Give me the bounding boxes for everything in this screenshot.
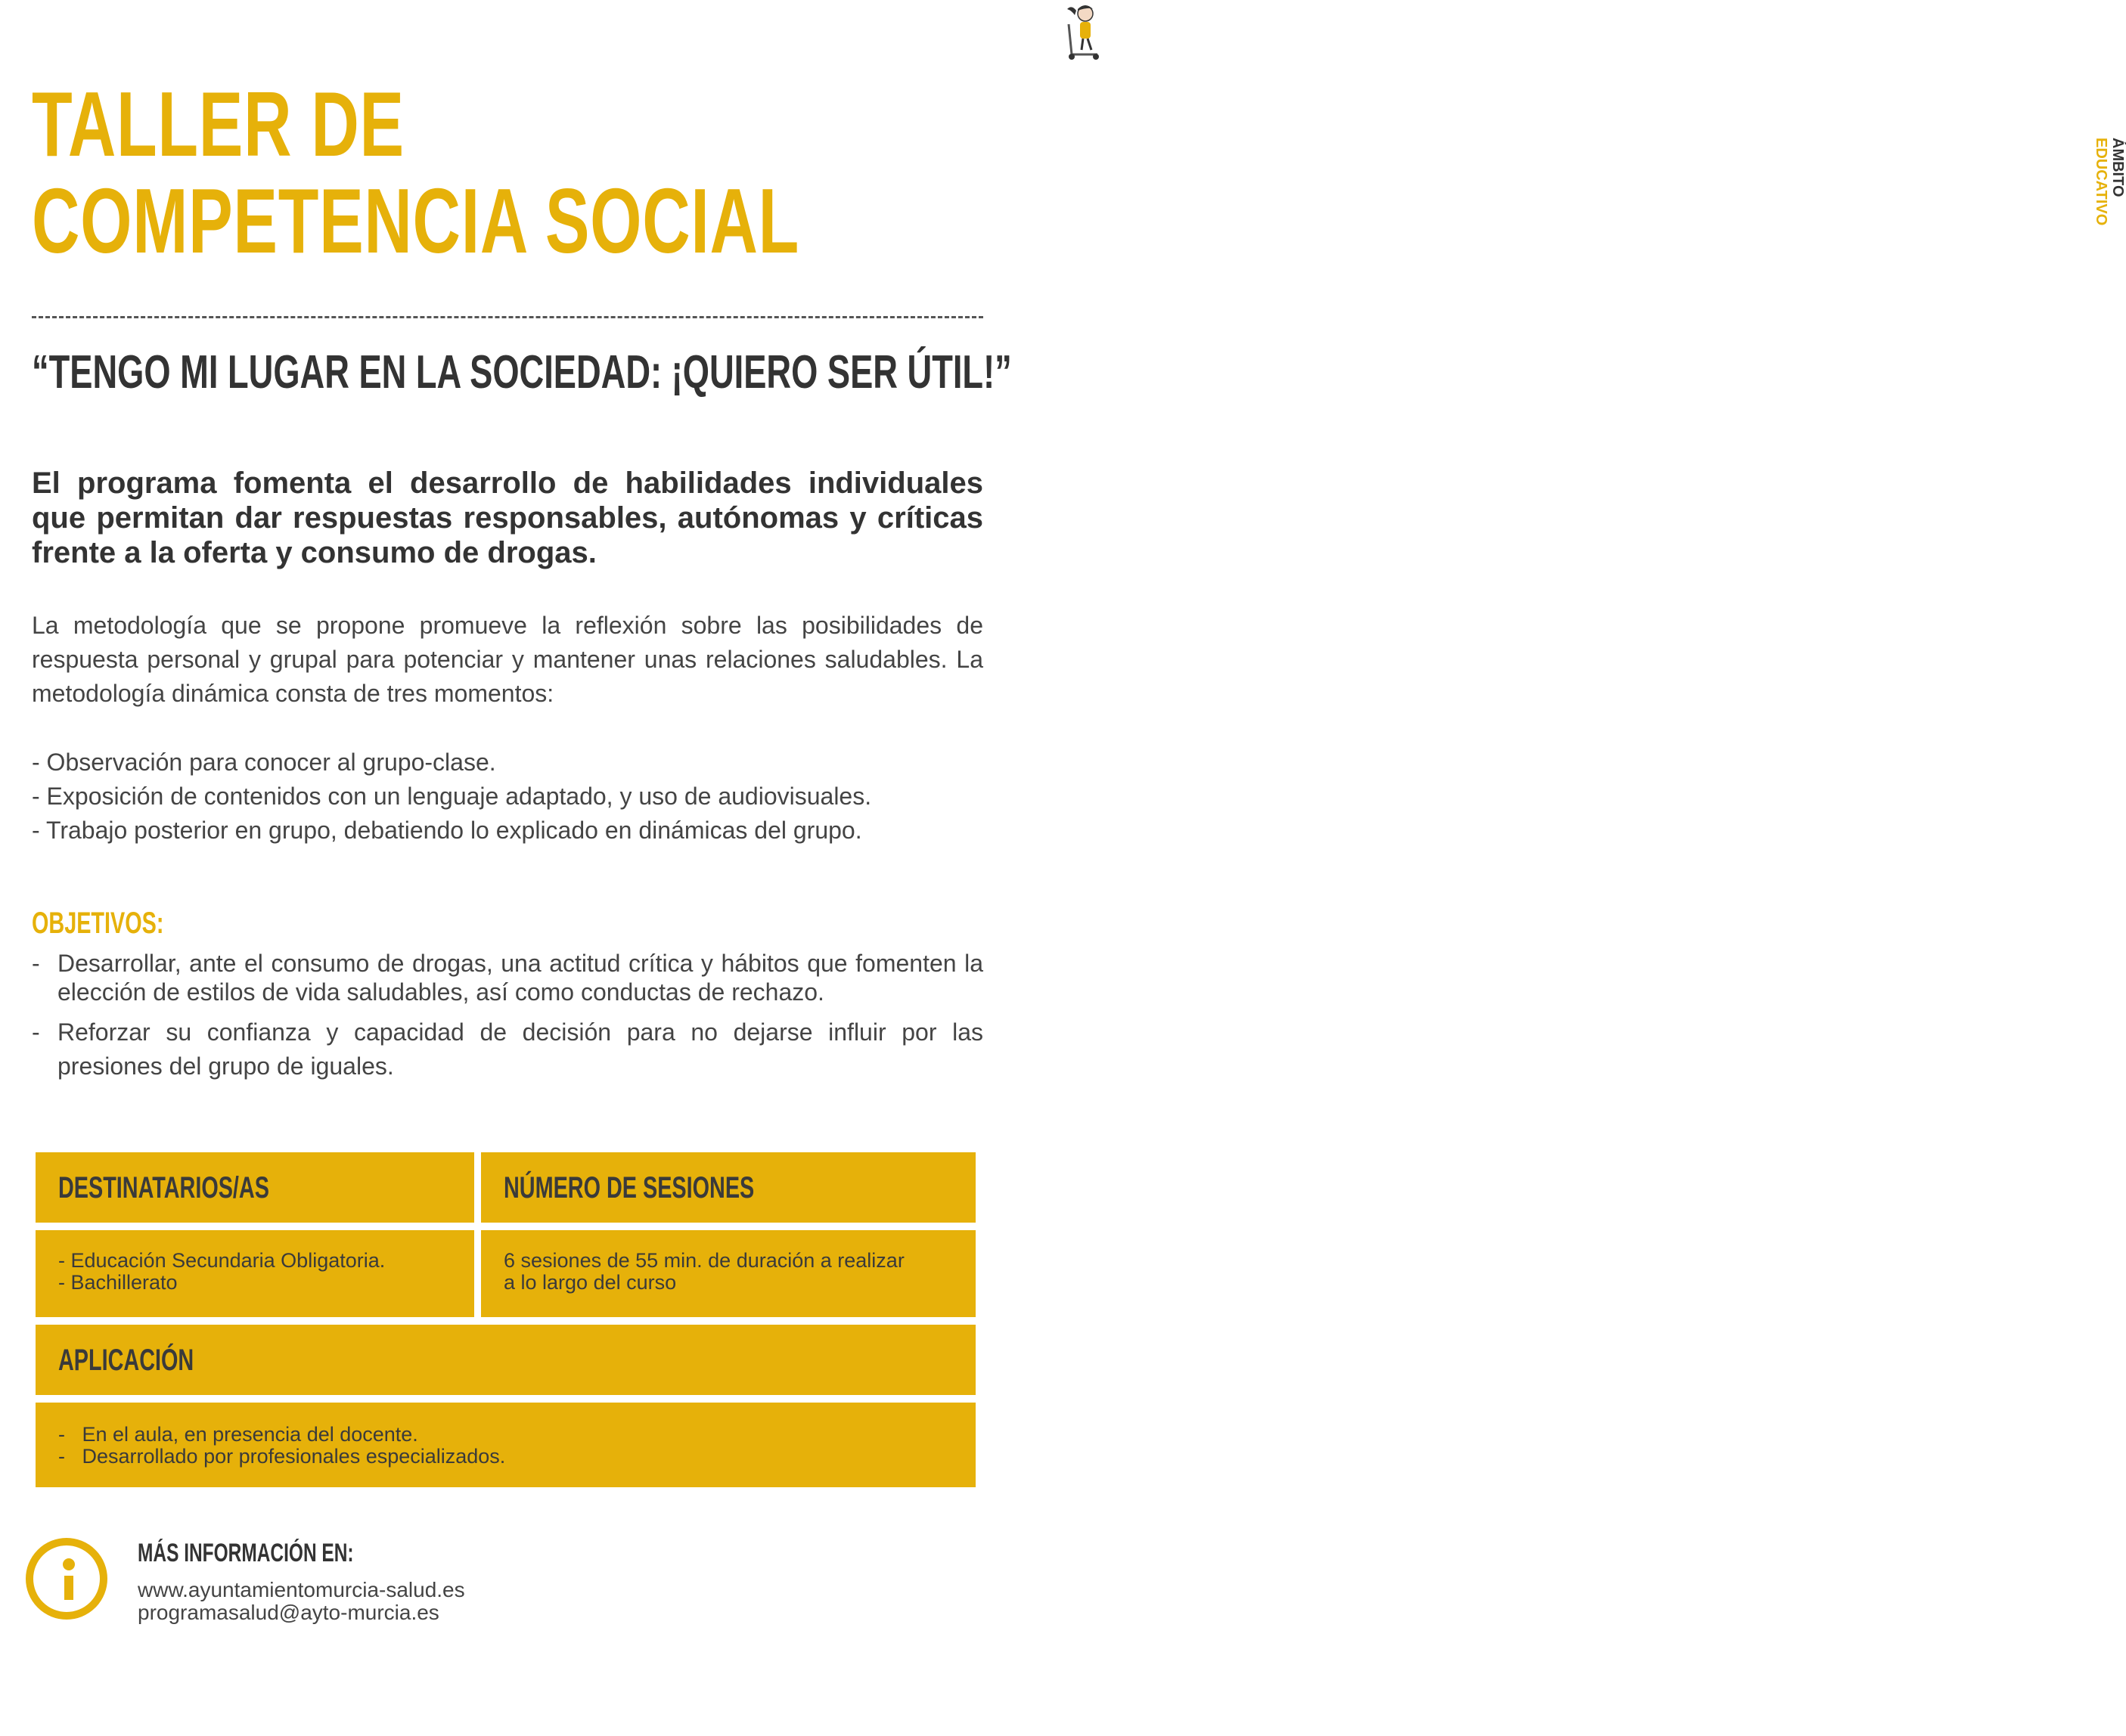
side-tag-line2: EDUCATIVO [2093,138,2109,226]
quote-subtitle: “TENGO MI LUGAR EN LA SOCIEDAD: ¡QUIERO SER ÚTIL!” [32,346,1012,398]
dashed-divider [32,316,983,318]
objective-text: Desarrollar, ante el consumo de drogas, una actitud crítica y hábitos que fomenten la elección de estilos de vida saludables, así como conductas de rechazo. [57,950,983,1006]
list-item: - Exposición de contenidos con un lenguaje adaptado, y uso de audiovisuales. [32,783,872,810]
aplicacion-line: - En el aula, en presencia del docente. [58,1423,418,1446]
aplicacion-header-box [36,1325,976,1395]
list-item: - Observación para conocer al grupo-clase. [32,749,496,776]
list-item: - Trabajo posterior en grupo, debatiendo lo explicado en dinámicas del grupo. [32,817,862,844]
objectives-list [32,949,983,1093]
sesiones-content-box [481,1230,976,1317]
more-info-heading: MÁS INFORMACIÓN EN: [138,1539,354,1567]
side-tag [1058,0,2126,226]
aplicacion-line: - Desarrollado por profesionales especializados. [58,1445,506,1468]
email-link[interactable]: programasalud@ayto-murcia.es [138,1601,439,1624]
girl-on-scooter-icon [1058,2,1111,62]
destinatarios-header-box [36,1152,474,1223]
bullet-dash: - [32,950,40,977]
sesiones-line: a lo largo del curso [504,1271,677,1294]
destinatarios-line: - Educación Secundaria Obligatoria. [58,1249,386,1272]
sesiones-heading: NÚMERO DE SESIONES [504,1171,755,1204]
title-line1: TALLER DE [32,73,405,175]
aplicacion-heading: APLICACIÓN [58,1344,194,1377]
side-tag-line1: ÁMBITO [2109,138,2126,197]
lead-paragraph: El programa fomenta el desarrollo de habilidades individuales que permitan dar respuestas responsables, autónomas y críticas frente a la oferta y consumo de drogas. [32,467,983,569]
list-item [32,1015,983,1083]
destinatarios-content-box [36,1230,474,1317]
methodology-paragraph: La metodología que se propone promueve la reflexión sobre las posibilidades de respuesta personal y grupal para potenciar y mantener unas relaciones saludables. La metodología dinámica consta de tres momentos: [32,612,983,707]
bullet-dash: - [32,1018,40,1046]
title-line2: COMPETENCIA SOCIAL [32,169,800,272]
objective-text: Reforzar su confianza y capacidad de decisión para no dejarse influir por las presiones del grupo de iguales. [57,1018,983,1080]
sesiones-header-box [481,1152,976,1223]
aplicacion-content-box [36,1403,976,1487]
destinatarios-line: - Bachillerato [58,1271,178,1294]
side-tag-text [2093,138,2126,225]
objectives-heading: OBJETIVOS: [32,907,164,940]
page-title [32,73,800,272]
website-link[interactable]: www.ayuntamientomurcia-salud.es [138,1578,465,1601]
list-item [32,949,983,1006]
sesiones-line: 6 sesiones de 55 min. de duración a realizar [504,1249,905,1272]
methodology-list [32,746,1015,848]
destinatarios-heading: DESTINATARIOS/AS [58,1171,269,1204]
info-icon [26,1538,107,1620]
